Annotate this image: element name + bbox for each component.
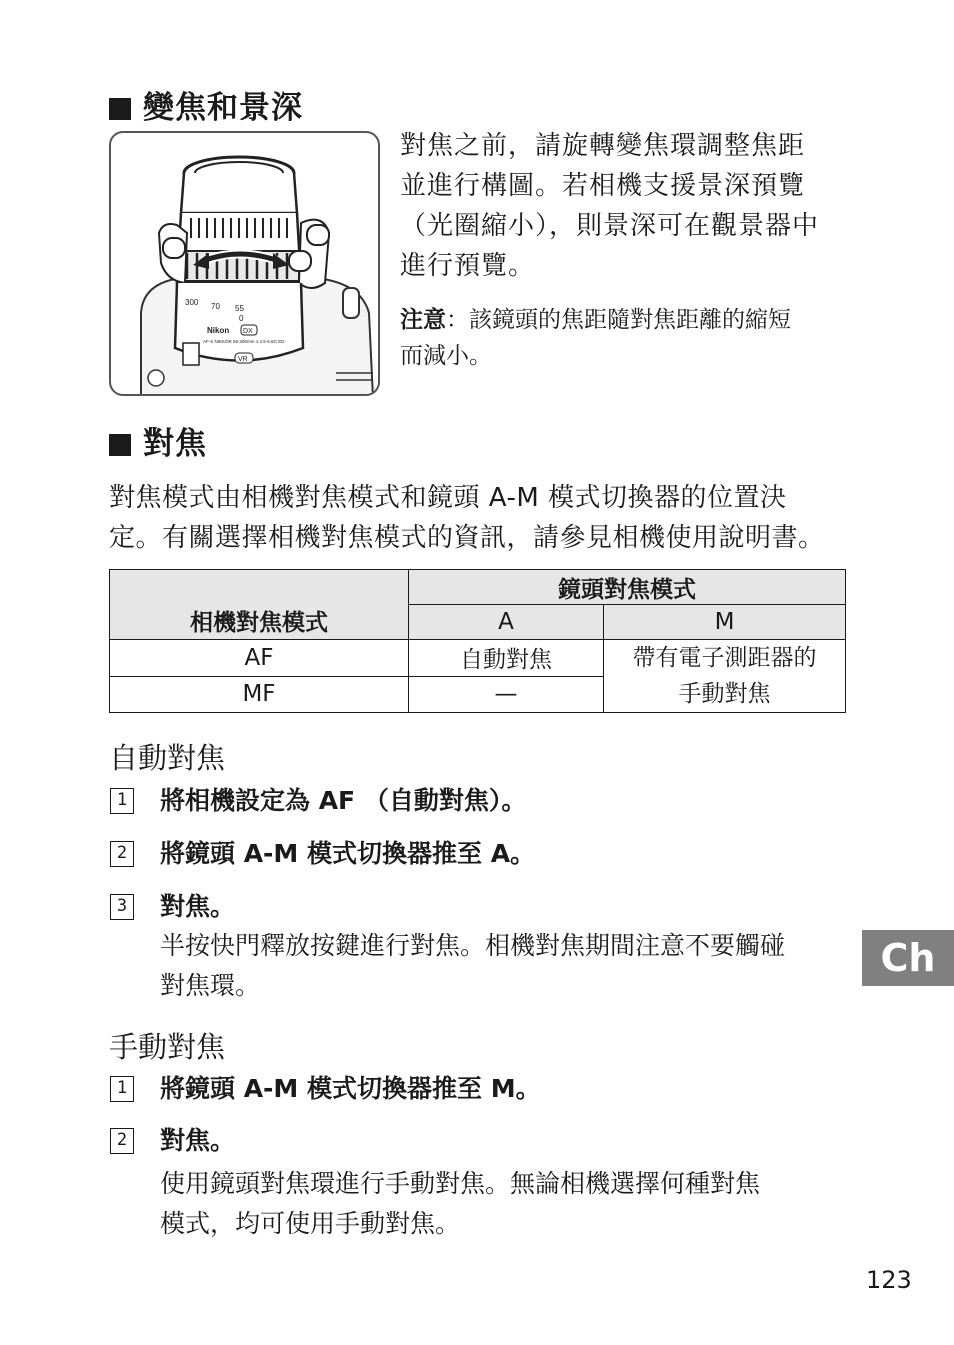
svg-text:55: 55	[235, 304, 244, 313]
focus-paragraph	[109, 478, 859, 558]
step-text: 將相機設定為 AF （自動對焦）。	[160, 786, 527, 815]
text-line: 半按快門釋放按鍵進行對焦。相機對焦期間注意不要觸碰	[160, 931, 786, 960]
text-line: 對焦環。	[160, 971, 261, 1000]
text-line: 使用鏡頭對焦環進行手動對焦。無論相機選擇何種對焦	[160, 1169, 761, 1198]
text-line: 對焦之前，請旋轉變焦環調整焦距	[400, 131, 806, 161]
text-line: 對焦模式由相機對焦模式和鏡頭 A-M 模式切換器的位置決	[109, 483, 787, 513]
step-number: 1	[110, 1076, 134, 1102]
table-row	[110, 640, 846, 677]
step-number: 1	[110, 788, 134, 814]
table-cell-m: 帶有電子測距器的 手動對焦	[604, 640, 846, 713]
svg-text:VR: VR	[238, 356, 248, 363]
step-number: 2	[110, 1128, 134, 1154]
table-cell-mode: AF	[110, 640, 409, 677]
step-number: 2	[110, 841, 134, 867]
section-heading-zoom	[109, 88, 303, 128]
text-line: 模式，均可使用手動對焦。	[160, 1209, 461, 1238]
svg-text:Nikon: Nikon	[207, 326, 230, 335]
text-line: 進行預覽。	[400, 251, 536, 281]
text-line: （光圈縮小），則景深可在觀景器中	[400, 211, 820, 241]
section-title: 變焦和景深	[143, 90, 303, 126]
step-text: 對焦。	[160, 892, 236, 921]
text-line: 定。有關選擇相機對焦模式的資訊，請參見相機使用說明書。	[109, 523, 825, 553]
step-number: 3	[110, 894, 134, 920]
note-line: 而減小。	[400, 343, 492, 369]
table-col-m: M	[604, 605, 846, 640]
step-text: 將鏡頭 A-M 模式切換器推至 A。	[160, 839, 536, 868]
chapter-tab: Ch	[862, 930, 954, 986]
section-heading-focus	[109, 424, 207, 464]
svg-text:0: 0	[239, 314, 244, 323]
section-title: 對焦	[143, 426, 207, 462]
table-col-a: A	[409, 605, 604, 640]
table-corner-header: 相機對焦模式	[110, 570, 409, 640]
table-group-header: 鏡頭對焦模式	[409, 570, 846, 605]
svg-text:300: 300	[185, 298, 199, 307]
manualfocus-detail	[160, 1164, 860, 1244]
note-line: 注意：該鏡頭的焦距隨對焦距離的縮短	[400, 307, 791, 333]
note-label: 注意	[400, 307, 446, 333]
step-text: 將鏡頭 A-M 模式切換器推至 M。	[160, 1074, 541, 1103]
note-block	[400, 302, 850, 374]
page-number: 123	[866, 1266, 912, 1294]
lens-zoom-icon	[111, 133, 380, 396]
square-bullet-icon	[109, 98, 131, 120]
svg-text:70: 70	[211, 302, 220, 311]
svg-text:DX: DX	[243, 328, 253, 335]
step-text: 對焦。	[160, 1126, 236, 1155]
manualfocus-heading: 手動對焦	[109, 1030, 226, 1064]
focus-mode-table	[109, 569, 846, 713]
zoom-paragraph	[400, 126, 848, 286]
autofocus-detail	[160, 926, 860, 1006]
table-cell-a: —	[409, 676, 604, 713]
svg-text:AF-S NIKKOR 55-300mm 1:4.5-5.6: AF-S NIKKOR 55-300mm 1:4.5-5.6G ED	[203, 339, 285, 344]
text-line: 並進行構圖。若相機支援景深預覽	[400, 171, 806, 201]
autofocus-heading: 自動對焦	[109, 741, 226, 775]
table-cell-mode: MF	[110, 676, 409, 713]
square-bullet-icon	[109, 434, 131, 456]
table-cell-a: 自動對焦	[409, 640, 604, 677]
lens-illustration	[109, 131, 380, 396]
